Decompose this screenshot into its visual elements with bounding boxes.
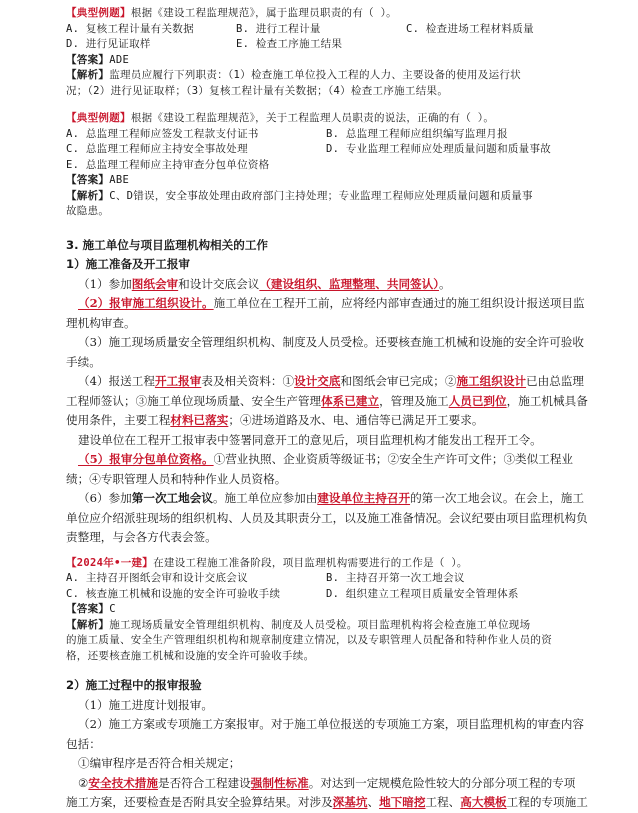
option-b: B. 总监理工程师应组织编写监理月报	[326, 127, 508, 140]
option-c: C. 检查进场工程材料质量	[406, 22, 534, 35]
analysis-text: C、D错误，安全事故处理由政府部门主持处理；专业监理工程师应处理质量问题和质量事	[109, 189, 533, 202]
keyword: 深基坑	[332, 795, 368, 809]
option-c: C. 总监理工程师应主持安全事故处理	[66, 143, 248, 155]
paragraph-6: （6）参加第一次工地会议。施工单位应参加由建设单位主持召开的第一次工地会议。在会上，施工 单位应介绍派驻现场的组织机构、人员及其职责分工，以及施工准备情况。会议纪要由项目监理机构负 责整理，与会各方代表会签。	[66, 491, 588, 544]
question-stem: 在建设工程施工准备阶段，项目监理机构需要进行的工作是（ ）。	[153, 556, 468, 569]
answer-label: 【答案】	[66, 174, 110, 186]
analysis-text-cont: 故隐患。	[66, 205, 110, 217]
subsection-2	[66, 676, 598, 813]
option-a: A. 复核工程计量有关数据	[66, 22, 194, 35]
option-list	[66, 22, 598, 53]
keyword: （建设组织、监理整理、共同签认）	[259, 276, 440, 291]
paragraph-5: （5）报审分包单位资格。①营业执照、企业资质等级证书；②安全生产许可文件；③类似工程业 绩；④专职管理人员和特种作业人员资格。	[66, 452, 574, 486]
keyword: 人员已到位	[448, 393, 507, 408]
question-stem: 根据《建设工程监理规范》，关于工程监理人员职责的说法，正确的有（ ）。	[130, 112, 495, 124]
keyword: 开工报审	[154, 374, 202, 388]
option-a: A. 总监理工程师应签发工程款支付证书	[66, 127, 259, 140]
analysis-text: 监理员应履行下列职责：（1）检查施工单位投入工程的人力、主要设备的使用及运行状	[109, 69, 521, 81]
paragraph-1: （1）参加图纸会审和设计交底会议（建设组织、监理整理、共同签认）。	[78, 276, 451, 291]
keyword: 强制性标准	[250, 775, 309, 790]
subsection-heading: 2）施工过程中的报审报验	[66, 678, 202, 692]
keyword: （2）报审施工组织设计。	[78, 296, 214, 310]
answer-label: 【答案】	[66, 53, 110, 66]
keyword: 材料已落实	[170, 413, 229, 427]
keyword: 安全技术措施	[88, 775, 158, 790]
option-d: D. 组织建立工程项目质量安全管理体系	[326, 587, 519, 600]
paragraph-s1: （1）施工进度计划报审。	[78, 697, 213, 712]
analysis-label: 【解析】	[66, 618, 110, 631]
option-d: D. 专业监理工程师应处理质量问题和质量事故	[326, 143, 552, 155]
analysis-label: 【解析】	[66, 69, 110, 81]
option-d: D. 进行见证取样	[66, 38, 151, 50]
paragraph-3: （3）施工现场质量安全管理组织机构、制度及人员受检。还要核查施工机械和设施的安全许可验收 手续。	[66, 335, 584, 369]
keyword: 施工组织设计	[456, 374, 527, 388]
analysis-text: 施工现场质量安全管理组织机构、制度及人员受检。项目监理机构将会检查施工单位现场	[109, 618, 531, 631]
question-stem: 根据《建设工程监理规范》，属于监理员职责的有（ ）。	[130, 7, 397, 19]
example-question-2	[66, 111, 598, 220]
analysis-text-cont: 的施工质量、安全生产管理组织机构和规章制度建立情况，以及专职管理人员配备和特种作业人员的资	[66, 634, 552, 646]
option-list	[66, 571, 598, 602]
option-e: E. 总监理工程师应主持审查分包单位资格	[66, 158, 270, 171]
paragraph-s4: ②安全技术措施是否符合工程建设强制性标准。对达到一定规模危险性较大的分部分项工程的专项 施工方案，还要检查是否附具安全验算结果。对涉及深基坑、地下暗挖工程、高大模板工程的专项施工	[66, 775, 588, 809]
keyword: 建设单位主持召开	[317, 491, 411, 505]
keyword: 体系已建立	[321, 393, 380, 408]
analysis-text-cont: 况；（2）进行见证取样；（3）复核工程计量有关数据；（4）检查工序施工结果。	[66, 84, 449, 97]
paragraph-4: （4）报送工程开工报审表及相关资料：①设计交底和图纸会审已完成；②施工组织设计已由总监理 工程师签认；③施工单位现场质量、安全生产管理体系已建立，管理及施工人员已到位，施工机械具备 使用条件，主要工程材料已落实；④进场道路及水、电、通信等已满足开工要求。 建设单位在工程开工报审表中签署同意开工的意见后，项目监理机构才能发出工程开工令。	[66, 374, 588, 447]
question-tag: 【2024年•一建】	[66, 556, 154, 569]
keyword: 高大模板	[460, 795, 507, 809]
answer-value: ADE	[109, 53, 130, 66]
question-tag: 【典型例题】	[66, 7, 131, 19]
analysis-label: 【解析】	[66, 189, 110, 202]
option-c: C. 核查施工机械和设施的安全许可验收手续	[66, 587, 281, 600]
section-3	[66, 236, 598, 548]
paragraph-2: （2）报审施工组织设计。施工单位在工程开工前，应将经内部审查通过的施工组织设计报送项目监 理机构审查。	[66, 296, 585, 330]
option-list	[66, 127, 598, 174]
keyword: 设计交底	[294, 374, 341, 388]
subsection-heading: 1）施工准备及开工报审	[66, 257, 191, 271]
option-a: A. 主持召开图纸会审和设计交底会议	[66, 572, 248, 584]
question-tag: 【典型例题】	[66, 112, 131, 124]
option-b: B. 主持召开第一次工地会议	[326, 572, 465, 584]
keyword: （5）报审分包单位资格。	[78, 452, 214, 466]
keyword: 地下暗挖	[379, 795, 426, 809]
answer-label: 【答案】	[66, 603, 110, 615]
option-b: B. 进行工程计量	[236, 22, 321, 35]
keyword: 第一次工地会议	[131, 491, 213, 505]
section-heading: 3. 施工单位与项目监理机构相关的工作	[66, 237, 269, 252]
paragraph-s2: （2）施工方案或专项施工方案报审。对于施工单位报送的专项施工方案，项目监理机构的审查内容 包括：	[66, 717, 584, 751]
keyword: 图纸会审	[131, 276, 179, 291]
answer-value: ABE	[109, 174, 130, 186]
example-question-1	[66, 6, 598, 99]
exam-question-2024	[66, 556, 598, 665]
paragraph-s3: ①编审程序是否符合相关规定；	[78, 756, 241, 770]
analysis-text-cont: 格，还要核查施工机械和设施的安全许可验收手续。	[66, 649, 315, 662]
answer-value: C	[109, 603, 116, 615]
option-e: E. 检查工序施工结果	[236, 38, 343, 50]
